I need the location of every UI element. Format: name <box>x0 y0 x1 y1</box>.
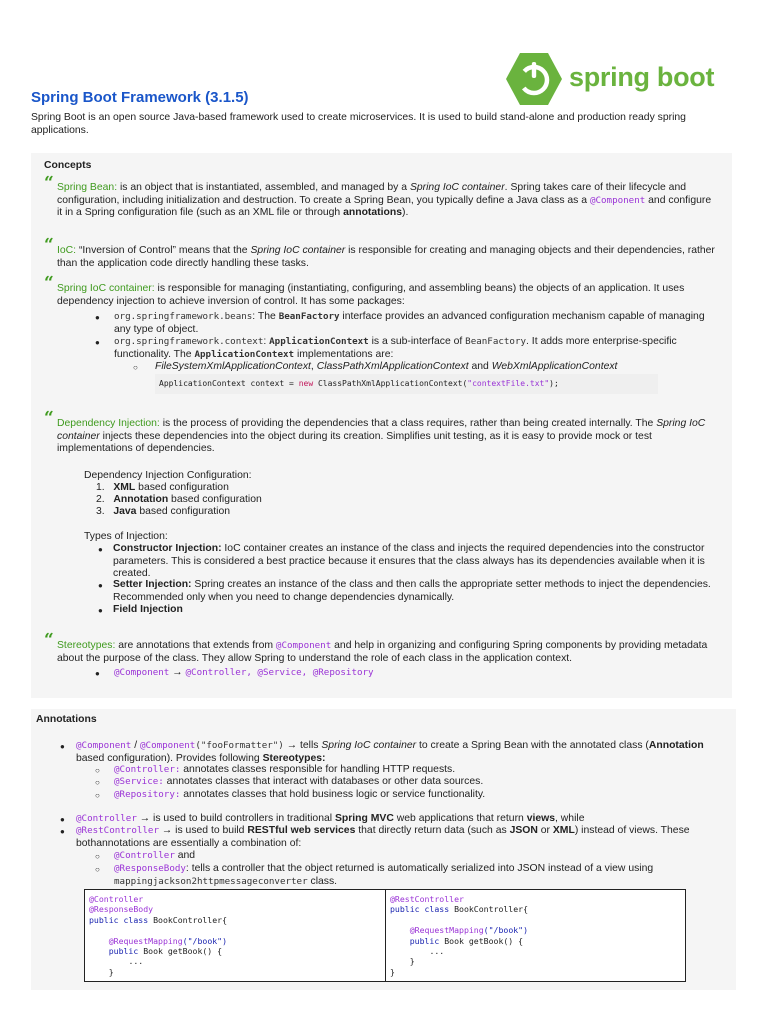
bullet-dot: ● <box>98 545 103 554</box>
stereotype-repository-item: @Repository: annotates classes that hold business logic or service functionality. <box>114 789 486 800</box>
bullet-circle: ○ <box>95 791 100 800</box>
config-item-java: 3. Java based configuration <box>96 506 231 517</box>
rest-controller-code-cell: @RestController public class BookController{ @RequestMapping("/book") public Book getBook() { ... } } <box>390 894 529 977</box>
bullet-circle: ○ <box>95 766 100 775</box>
controller-annotation-item: @Controller → is used to build controllers in traditional Spring MVC web applications that return views, while <box>76 813 585 824</box>
intro-paragraph: Spring Boot is an open source Java-based framework used to create microservices. It is used to build stand-alone and production ready spring applications. <box>31 112 686 136</box>
quote-icon: “ <box>44 235 54 255</box>
bullet-dot: ● <box>95 338 100 347</box>
package-context-item: org.springframework.context: ApplicationContext is a sub-interface of BeanFactory. It adds more enterprise-specific functionality. The ApplicationContext implementations are: <box>114 336 677 360</box>
package-beans-item: org.springframework.beans: The BeanFactory interface provides an advanced configuration mechanism capable of managing any type of object. <box>114 311 705 335</box>
bullet-circle: ○ <box>133 363 138 372</box>
component-annotation-item: @Component / @Component("fooFormatter") → tells Spring IoC container to create a Spring Bean with the annotated class (Annotation based configuration). Provides following Stereotypes: <box>76 740 704 764</box>
config-item-annotation: 2. Annotation based configuration <box>96 494 262 505</box>
rest-controller-annotation-item: @RestController → is used to build RESTful web services that directly return data (such as JSON or XML) instead of views. These bothannotations are essentially a combination of: <box>76 825 690 849</box>
spring-boot-logo <box>505 52 727 106</box>
bullet-dot: ● <box>60 742 65 751</box>
bullet-dot: ● <box>95 669 100 678</box>
spring-bean-paragraph: Spring Bean: is an object that is instantiated, assembled, and managed by a Spring IoC container. Spring takes care of their lifecycle and configuration, including initialization and destruction. To create a Spring Bean, you typically define a Java class as a @Component and configure it in a Spring configuration file (such as an XML file or through annotations). <box>57 182 712 218</box>
combo-controller-item: @Controller and <box>114 850 196 861</box>
code-snippet-application-context: ApplicationContext context = new ClassPathXmlApplicationContext("contextFile.txt"); <box>155 374 658 394</box>
setter-injection-item: Setter Injection: Spring creates an instance of the class and then calls the appropriate setter methods to inject the dependencies. Recommended only when you need to change dependencies dynamically. <box>113 579 711 603</box>
bullet-circle: ○ <box>95 852 100 861</box>
power-icon <box>505 52 563 106</box>
quote-icon: “ <box>44 630 54 650</box>
code-comparison-table <box>84 889 686 982</box>
bullet-circle: ○ <box>95 778 100 787</box>
constructor-injection-item: Constructor Injection: IoC container creates an instance of the class and injects the required dependencies into the constructor parameters. This is considered a best practice because it ensures that the class always has its dependencies available when it is created. <box>113 543 705 579</box>
page-title: Spring Boot Framework (3.1.5) <box>31 89 249 106</box>
bullet-dot: ● <box>98 606 103 615</box>
quote-icon: “ <box>44 273 54 293</box>
di-config-heading: Dependency Injection Configuration: <box>84 470 252 481</box>
logo-wordmark: spring boot <box>569 62 715 92</box>
stereotypes-paragraph: Stereotypes: are annotations that extends from @Component and help in organizing and configuring Spring components by providing metadata about the purpose of the class. They allow Spring to understand the role of each class in the application context. <box>57 640 708 664</box>
quote-icon: “ <box>44 173 54 193</box>
stereotype-list-item: @Component → @Controller, @Service, @Repository <box>114 667 374 678</box>
config-item-xml: 1. XML based configuration <box>96 482 229 493</box>
ioc-paragraph: IoC: “Inversion of Control” means that the Spring IoC container is responsible for creating and managing objects and their dependencies, rather than the application code directly handling these tasks. <box>57 245 715 269</box>
stereotype-controller-item: @Controller: annotates classes responsible for handling HTTP requests. <box>114 764 456 775</box>
quote-icon: “ <box>44 408 54 428</box>
annotations-heading: Annotations <box>36 714 97 725</box>
bullet-circle: ○ <box>95 865 100 874</box>
ioc-container-paragraph: Spring IoC container: is responsible for managing (instantiating, configuring, and assembling beans) the objects of an application. It uses dependency injection to achieve inversion of control. It has some packages: <box>57 283 685 307</box>
bullet-dot: ● <box>95 313 100 322</box>
controller-code-cell: @Controller @ResponseBody public class BookController{ @RequestMapping("/book") public Book getBook() { ... } <box>85 890 386 981</box>
injection-types-heading: Types of Injection: <box>84 531 168 542</box>
combo-response-body-item: @ResponseBody: tells a controller that the object returned is automatically serialized into JSON instead of a view using mappingjackson2httpmessageconverter class. <box>114 863 654 887</box>
bullet-dot: ● <box>60 815 65 824</box>
dependency-injection-paragraph: Dependency Injection: is the process of providing the dependencies that a class requires, rather than being created internally. The Spring IoC container injects these dependencies into the object during its creation. Simplifies unit testing, as it is easy to provide mock or test implementations of dependencies. <box>57 418 706 454</box>
stereotype-service-item: @Service: annotates classes that interact with databases or other data sources. <box>114 776 484 787</box>
concepts-heading: Concepts <box>44 160 92 171</box>
bullet-dot: ● <box>60 827 65 836</box>
field-injection-item: Field Injection <box>113 604 183 615</box>
implementations-item: FileSystemXmlApplicationContext, ClassPathXmlApplicationContext and WebXmlApplicationContext <box>155 361 618 372</box>
bullet-dot: ● <box>98 581 103 590</box>
